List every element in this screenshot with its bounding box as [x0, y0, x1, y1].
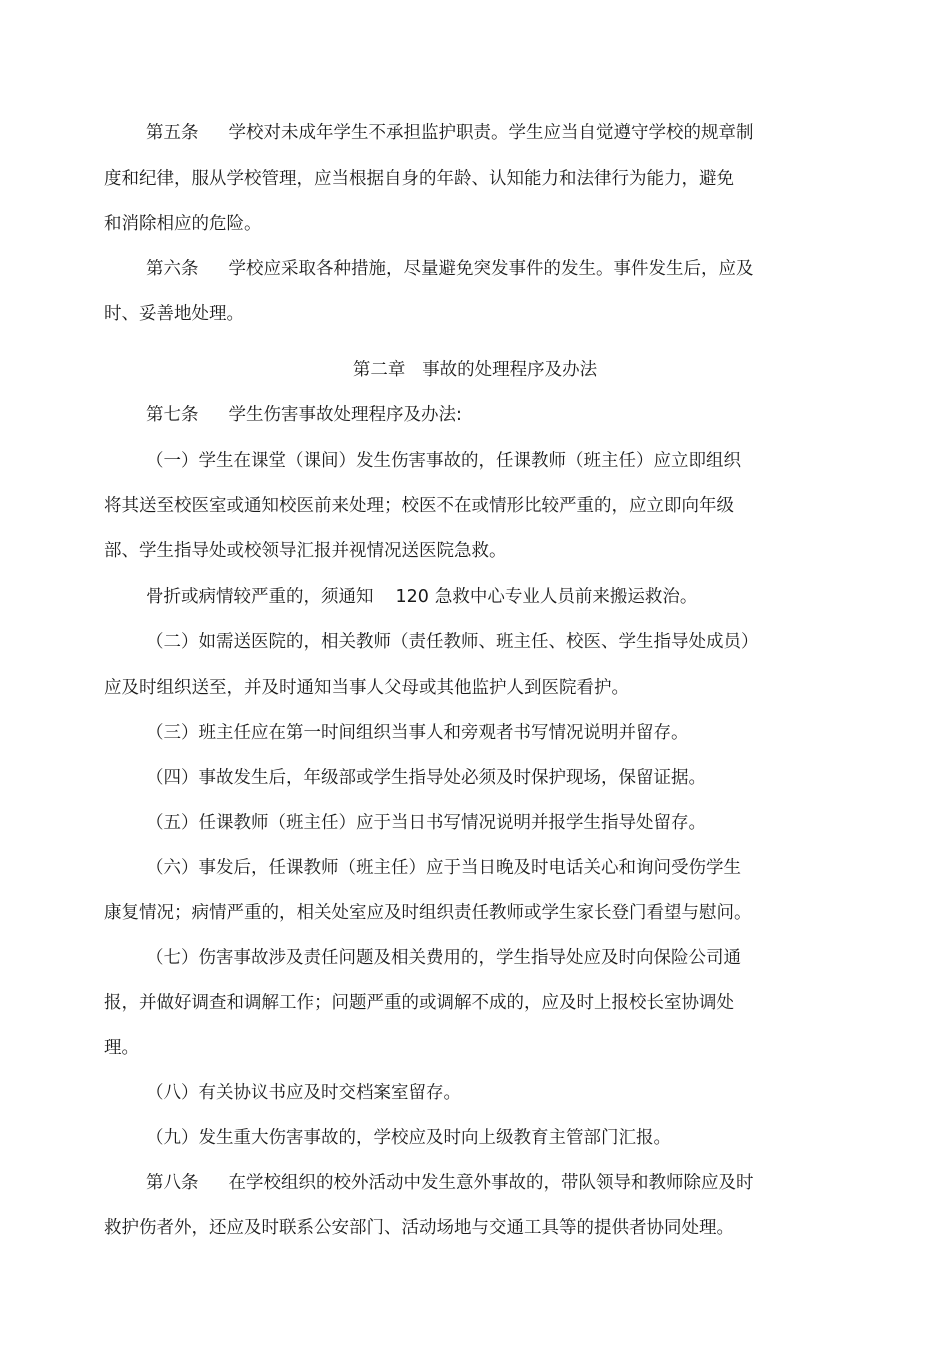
chapter-2-title: 第二章 事故的处理程序及办法: [352, 360, 598, 380]
emergency-number: 120: [395, 587, 429, 607]
item-1-line-1: （一）学生在课堂（课间）发生伤害事故的，任课教师（班主任）应立即组织: [146, 451, 741, 471]
article-8-label: 第八条: [146, 1173, 199, 1193]
article-5-label: 第五条: [146, 123, 199, 143]
item-1-line-4-b: 急救中心专业人员前来搬运救治。: [434, 587, 698, 607]
item-1-line-4-a: 骨折或病情较严重的，须通知: [146, 587, 374, 607]
item-1-line-2: 将其送至校医室或通知校医前来处理；校医不在或情形比较严重的，应立即向年级: [104, 496, 734, 516]
item-7-line-1: （七）伤害事故涉及责任问题及相关费用的，学生指导处应及时向保险公司通: [146, 948, 741, 968]
article-8-line-2: 救护伤者外，还应及时联系公安部门、活动场地与交通工具等的提供者协同处理。: [104, 1218, 734, 1238]
article-7-label: 第七条: [146, 405, 199, 425]
item-8: （八）有关协议书应及时交档案室留存。: [146, 1083, 461, 1103]
article-5-line-1: [146, 121, 754, 145]
item-7-line-3: 理。: [104, 1038, 139, 1058]
article-6-label: 第六条: [146, 259, 199, 279]
article-6-line-1: [146, 257, 754, 281]
item-5: （五）任课教师（班主任）应于当日书写情况说明并报学生指导处留存。: [146, 813, 706, 833]
item-9: （九）发生重大伤害事故的，学校应及时向上级教育主管部门汇报。: [146, 1128, 671, 1148]
item-1-line-4: [146, 585, 697, 609]
article-7-text: 学生伤害事故处理程序及办法:: [228, 405, 462, 425]
article-5-text: 学校对未成年学生不承担监护职责。学生应当自觉遵守学校的规章制: [228, 123, 754, 143]
item-6-line-1: （六）事发后，任课教师（班主任）应于当日晚及时电话关心和询问受伤学生: [146, 858, 741, 878]
article-7-line-1: [146, 403, 462, 427]
article-8-text: 在学校组织的校外活动中发生意外事故的，带队领导和教师除应及时: [228, 1173, 754, 1193]
item-6-line-2: 康复情况；病情严重的，相关处室应及时组织责任教师或学生家长登门看望与慰问。: [104, 903, 752, 923]
item-3: （三）班主任应在第一时间组织当事人和旁观者书写情况说明并留存。: [146, 723, 689, 743]
item-7-line-2: 报，并做好调查和调解工作；问题严重的或调解不成的，应及时上报校长室协调处: [104, 993, 734, 1013]
article-6-line-2: 时、妥善地处理。: [104, 304, 244, 324]
item-2-line-1: （二）如需送医院的，相关教师（责任教师、班主任、校医、学生指导处成员）: [146, 632, 759, 652]
item-2-line-2: 应及时组织送至，并及时通知当事人父母或其他监护人到医院看护。: [104, 678, 629, 698]
article-8-line-1: [146, 1171, 754, 1195]
article-5-line-2: 度和纪律，服从学校管理，应当根据自身的年龄、认知能力和法律行为能力，避免: [104, 169, 734, 189]
article-6-text: 学校应采取各种措施，尽量避免突发事件的发生。事件发生后，应及: [228, 259, 754, 279]
item-1-line-3: 部、学生指导处或校领导汇报并视情况送医院急救。: [104, 541, 507, 561]
item-4: （四）事故发生后，年级部或学生指导处必须及时保护现场，保留证据。: [146, 768, 706, 788]
article-5-line-3: 和消除相应的危险。: [104, 214, 262, 234]
